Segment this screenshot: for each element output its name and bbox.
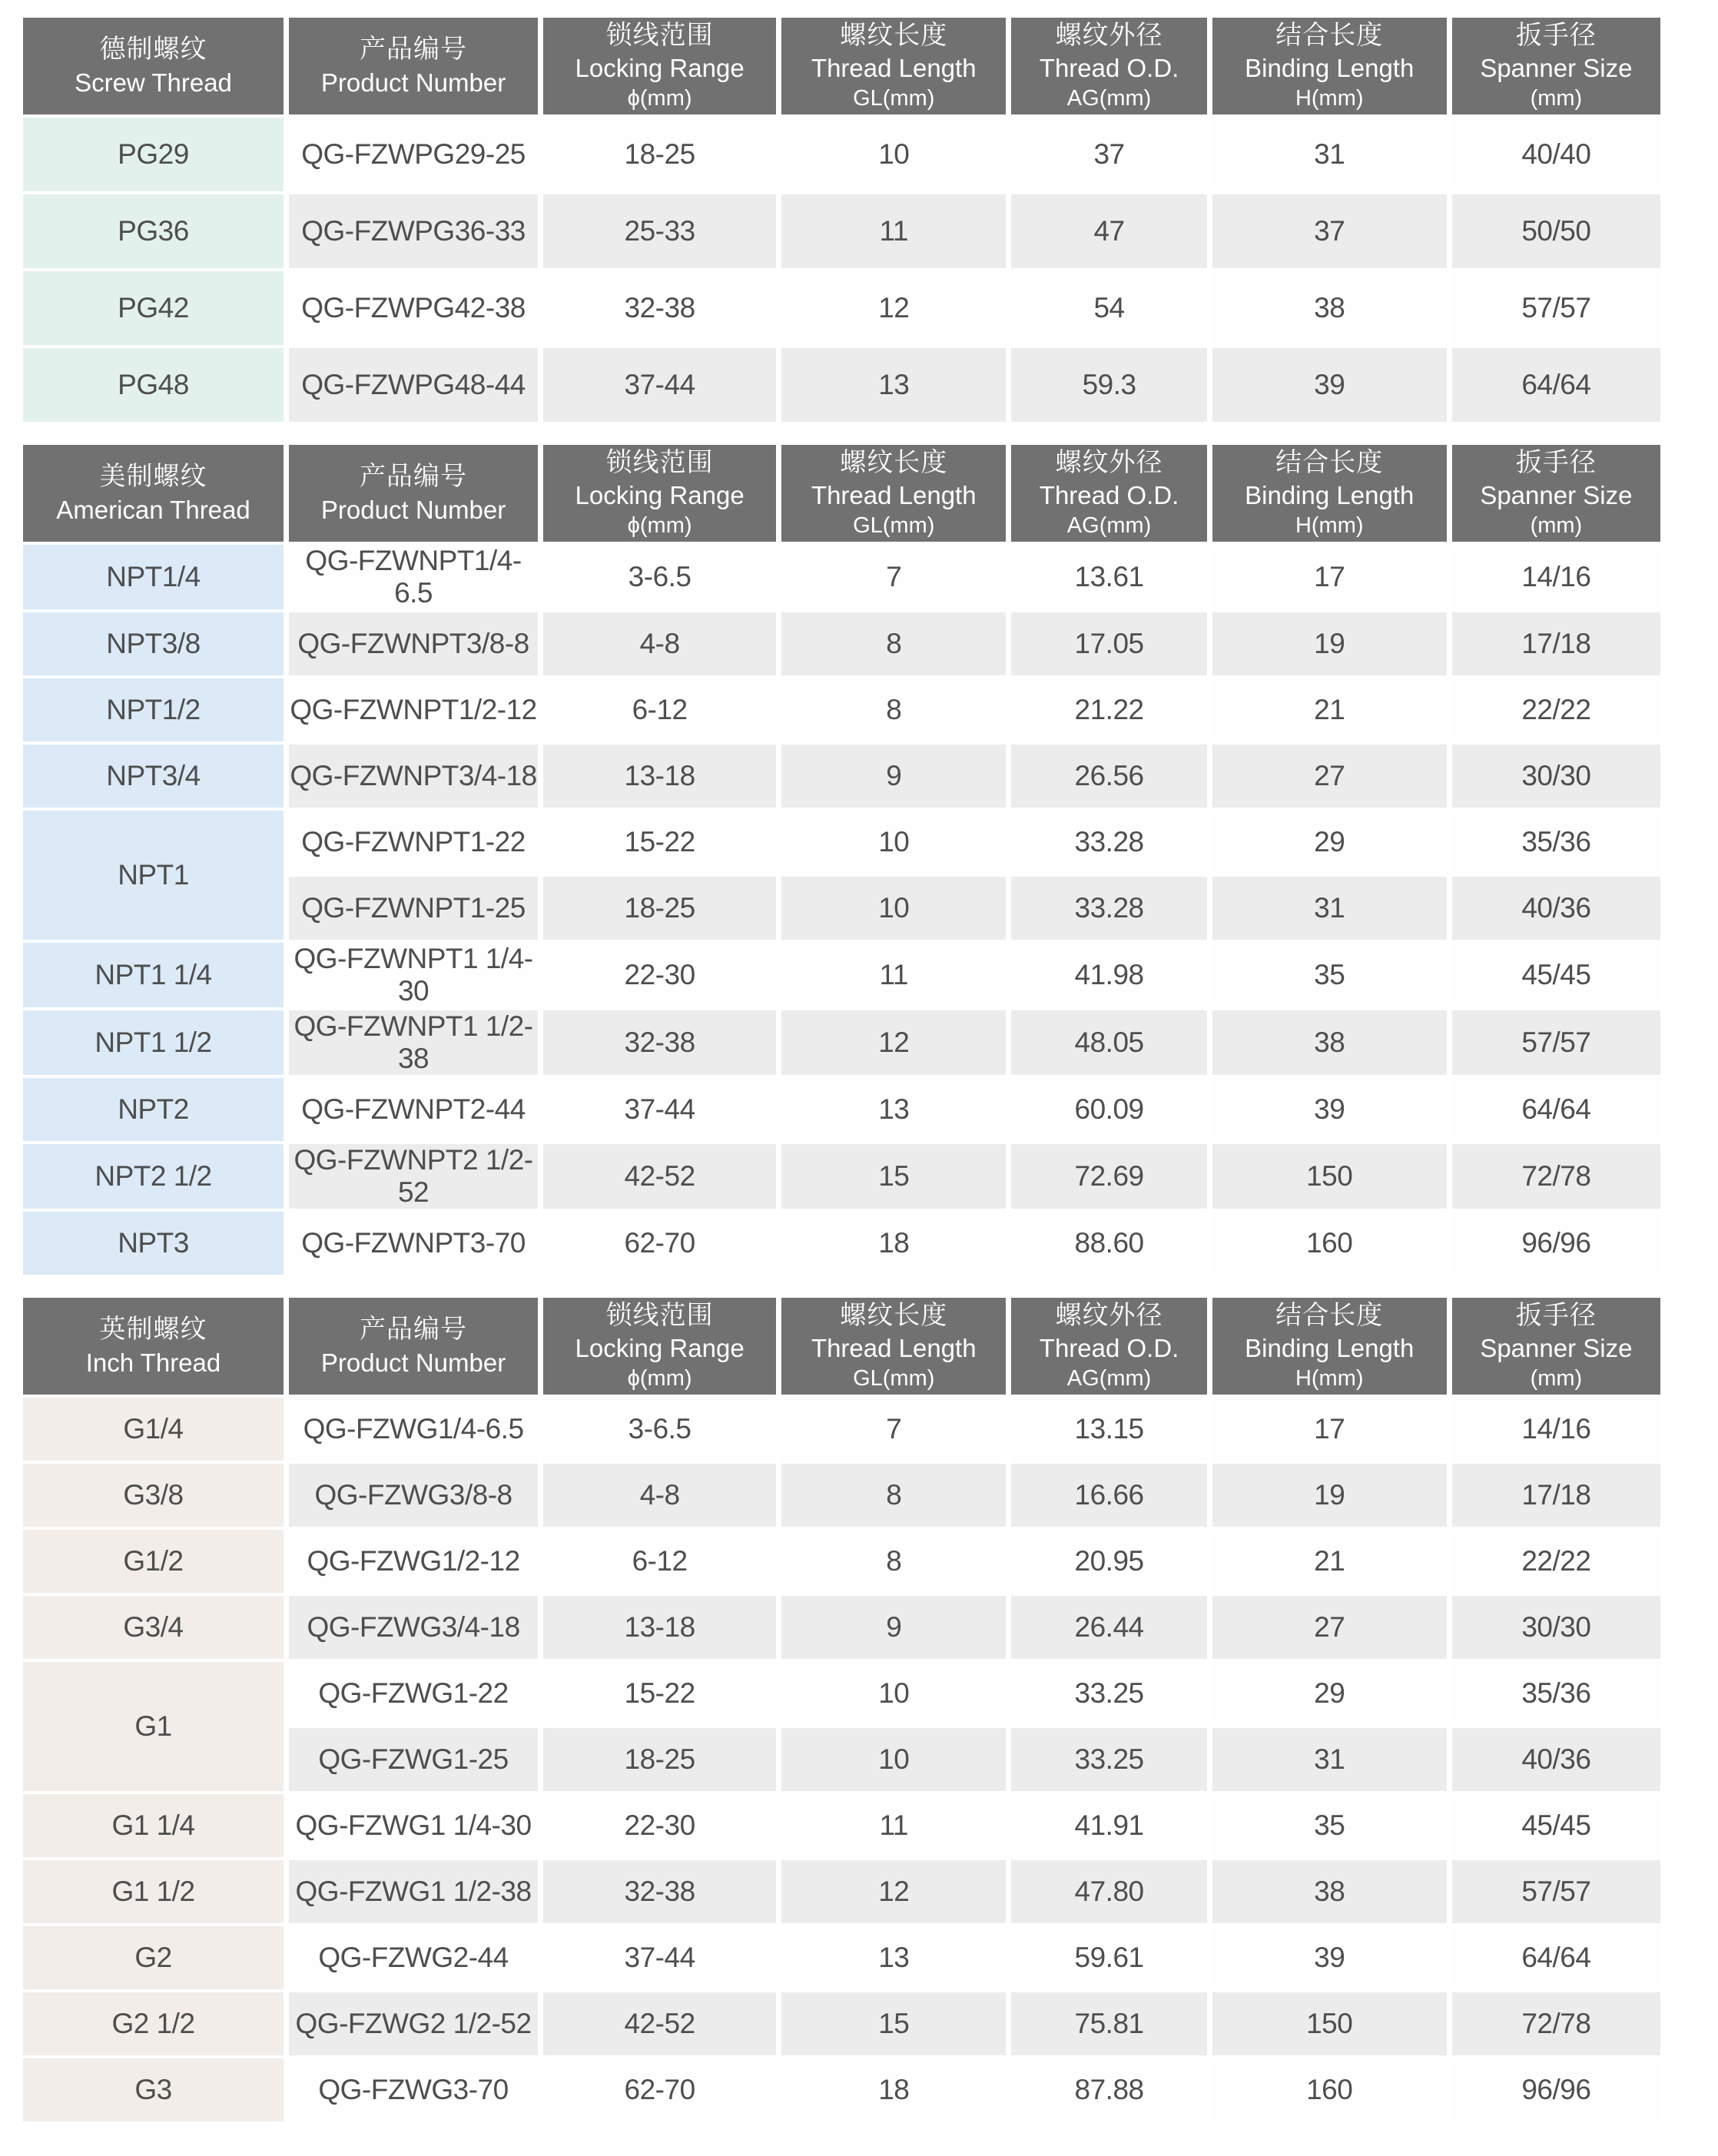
product-number-cell: QG-FZWG3-70 [289, 2058, 538, 2121]
thread-size-cell: NPT2 1/2 [23, 1144, 284, 1209]
header-zh: 扳手径 [1515, 447, 1597, 477]
locking-range-cell: 15-22 [543, 811, 776, 874]
table-row [23, 1794, 1660, 1857]
thread-size-cell: G1/4 [23, 1398, 284, 1461]
spanner-size-cell: 64/64 [1452, 348, 1660, 422]
thread-length-cell: 15 [781, 1992, 1006, 2055]
header-zh: 产品编号 [360, 462, 468, 492]
binding-length-cell: 39 [1212, 1926, 1447, 1989]
spanner-size-cell: 30/30 [1452, 745, 1660, 808]
header-unit: AG(mm) [1066, 513, 1152, 539]
header-en: Spanner Size [1480, 54, 1633, 83]
locking-range-cell: 13-18 [543, 745, 776, 808]
header-en: Thread O.D. [1039, 54, 1179, 83]
header-unit: (mm) [1530, 1366, 1583, 1391]
binding-length-cell: 21 [1212, 1530, 1447, 1593]
thread-od-cell: 75.81 [1011, 1992, 1206, 2055]
binding-length-cell: 17 [1212, 545, 1447, 609]
column-header-spanner-size [1452, 1298, 1660, 1395]
table-row [23, 1464, 1660, 1527]
column-header-spanner-size [1452, 18, 1660, 114]
binding-length-cell: 31 [1212, 877, 1447, 940]
product-number-cell: QG-FZWNPT1 1/2-38 [289, 1010, 538, 1075]
thread-length-cell: 18 [781, 1212, 1006, 1275]
header-zh: 结合长度 [1275, 1300, 1384, 1330]
column-header-binding-length [1212, 445, 1447, 542]
thread-size-cell: NPT1/4 [23, 545, 284, 609]
thread-od-cell: 87.88 [1011, 2058, 1206, 2121]
table-row [23, 1398, 1660, 1461]
binding-length-cell: 29 [1212, 811, 1447, 874]
header-en: Locking Range [575, 54, 745, 83]
column-header-thread-length [781, 445, 1006, 542]
header-unit: (mm) [1530, 513, 1583, 539]
column-header-locking-range [543, 18, 776, 114]
thread-size-cell-merged: G1 [23, 1662, 284, 1791]
thread-size-cell: G2 [23, 1926, 284, 1989]
thread-od-cell: 60.09 [1011, 1078, 1206, 1141]
inch-thread-table [18, 1295, 1666, 2124]
header-unit: ϕ(mm) [627, 86, 692, 111]
header-zh: 产品编号 [360, 35, 468, 65]
column-header-thread-od [1011, 445, 1206, 542]
column-header-product-number [289, 445, 538, 542]
locking-range-cell: 42-52 [543, 1144, 776, 1209]
header-unit: ϕ(mm) [627, 1366, 692, 1391]
thread-od-cell: 21.22 [1011, 678, 1206, 741]
header-zh: 锁线范围 [605, 1300, 714, 1330]
binding-length-cell: 31 [1212, 118, 1447, 191]
header-en: Locking Range [575, 481, 745, 510]
thread-length-cell: 18 [781, 2058, 1006, 2121]
header-unit: H(mm) [1295, 86, 1364, 111]
binding-length-cell: 19 [1212, 612, 1447, 675]
spanner-size-cell: 45/45 [1452, 1794, 1660, 1857]
spanner-size-cell: 50/50 [1452, 194, 1660, 268]
locking-range-cell: 18-25 [543, 1728, 776, 1791]
spanner-size-cell: 14/16 [1452, 1398, 1660, 1461]
spanner-size-cell: 22/22 [1452, 1530, 1660, 1593]
binding-length-cell: 160 [1212, 2058, 1447, 2121]
column-header-spanner-size [1452, 445, 1660, 542]
thread-size-cell: G3/8 [23, 1464, 284, 1527]
thread-od-cell: 17.05 [1011, 612, 1206, 675]
product-number-cell: QG-FZWG1/4-6.5 [289, 1398, 538, 1461]
column-header-thread-od [1011, 18, 1206, 114]
thread-size-cell: PG48 [23, 348, 284, 422]
header-zh: 螺纹长度 [840, 20, 948, 50]
german-thread-table [18, 15, 1666, 425]
spanner-size-cell: 64/64 [1452, 1926, 1660, 1989]
locking-range-cell: 3-6.5 [543, 1398, 776, 1461]
thread-length-cell: 13 [781, 348, 1006, 422]
thread-length-cell: 8 [781, 678, 1006, 741]
thread-od-cell: 88.60 [1011, 1212, 1206, 1275]
product-number-cell: QG-FZWNPT3/4-18 [289, 745, 538, 808]
table-row [23, 612, 1660, 675]
thread-od-cell: 59.3 [1011, 348, 1206, 422]
header-zh: 结合长度 [1275, 447, 1384, 477]
locking-range-cell: 4-8 [543, 612, 776, 675]
header-zh: 产品编号 [360, 1315, 468, 1345]
locking-range-cell: 3-6.5 [543, 545, 776, 609]
column-header-thread-length [781, 18, 1006, 114]
german-thread-section [23, 15, 1660, 425]
thread-size-cell: NPT3/8 [23, 612, 284, 675]
table-row [23, 1212, 1660, 1275]
spanner-size-cell: 22/22 [1452, 678, 1660, 741]
product-number-cell: QG-FZWPG48-44 [289, 348, 538, 422]
column-header-locking-range [543, 1298, 776, 1395]
spanner-size-cell: 35/36 [1452, 1662, 1660, 1725]
thread-od-cell: 20.95 [1011, 1530, 1206, 1593]
thread-length-cell: 11 [781, 943, 1006, 1007]
header-zh: 德制螺纹 [99, 35, 207, 65]
thread-od-cell: 59.61 [1011, 1926, 1206, 1989]
thread-size-cell: NPT3/4 [23, 745, 284, 808]
header-en: Thread O.D. [1039, 481, 1179, 510]
header-unit: H(mm) [1295, 513, 1364, 539]
header-zh: 螺纹长度 [840, 1300, 948, 1330]
binding-length-cell: 35 [1212, 1794, 1447, 1857]
thread-od-cell: 54 [1011, 271, 1206, 345]
spanner-size-cell: 57/57 [1452, 1860, 1660, 1923]
thread-od-cell: 13.15 [1011, 1398, 1206, 1461]
column-header-binding-length [1212, 18, 1447, 114]
product-number-cell: QG-FZWG1 1/4-30 [289, 1794, 538, 1857]
locking-range-cell: 13-18 [543, 1596, 776, 1659]
spanner-size-cell: 57/57 [1452, 1010, 1660, 1075]
thread-od-cell: 13.61 [1011, 545, 1206, 609]
header-unit: H(mm) [1295, 1366, 1364, 1391]
locking-range-cell: 18-25 [543, 877, 776, 940]
binding-length-cell: 35 [1212, 943, 1447, 1007]
locking-range-cell: 37-44 [543, 1926, 776, 1989]
binding-length-cell: 17 [1212, 1398, 1447, 1461]
header-zh: 扳手径 [1515, 20, 1597, 50]
binding-length-cell: 21 [1212, 678, 1447, 741]
product-number-cell: QG-FZWG2-44 [289, 1926, 538, 1989]
thread-od-cell: 26.44 [1011, 1596, 1206, 1659]
thread-od-cell: 47.80 [1011, 1860, 1206, 1923]
binding-length-cell: 37 [1212, 194, 1447, 268]
header-unit: GL(mm) [853, 86, 935, 111]
product-number-cell: QG-FZWG3/4-18 [289, 1596, 538, 1659]
table-row [23, 1992, 1660, 2055]
binding-length-cell: 39 [1212, 1078, 1447, 1141]
header-en: Binding Length [1245, 481, 1415, 510]
thread-size-cell: NPT1 1/2 [23, 1010, 284, 1075]
table-row [23, 348, 1660, 422]
header-en: Binding Length [1245, 54, 1415, 83]
thread-length-cell: 13 [781, 1078, 1006, 1141]
thread-length-cell: 10 [781, 118, 1006, 191]
thread-size-cell: NPT1/2 [23, 678, 284, 741]
header-en: Product Number [320, 495, 506, 524]
spanner-size-cell: 72/78 [1452, 1144, 1660, 1209]
header-zh: 结合长度 [1275, 20, 1384, 50]
locking-range-cell: 62-70 [543, 1212, 776, 1275]
product-number-cell: QG-FZWNPT1-25 [289, 877, 538, 940]
table-row [23, 194, 1660, 268]
table-row [23, 271, 1660, 345]
thread-length-cell: 9 [781, 1596, 1006, 1659]
column-header-thread-type [23, 18, 284, 114]
thread-length-cell: 10 [781, 1728, 1006, 1791]
locking-range-cell: 15-22 [543, 1662, 776, 1725]
header-zh: 锁线范围 [605, 20, 714, 50]
header-zh: 锁线范围 [605, 447, 714, 477]
thread-size-cell-merged: NPT1 [23, 811, 284, 940]
header-en: Spanner Size [1480, 481, 1633, 510]
spanner-size-cell: 35/36 [1452, 811, 1660, 874]
thread-od-cell: 33.25 [1011, 1728, 1206, 1791]
thread-size-cell: G3 [23, 2058, 284, 2121]
column-header-thread-type [23, 445, 284, 542]
binding-length-cell: 27 [1212, 745, 1447, 808]
header-en: Thread Length [811, 1334, 977, 1363]
spanner-size-cell: 40/36 [1452, 877, 1660, 940]
thread-length-cell: 10 [781, 1662, 1006, 1725]
spanner-size-cell: 40/40 [1452, 118, 1660, 191]
header-zh: 螺纹外径 [1055, 20, 1163, 50]
header-en: Binding Length [1245, 1334, 1415, 1363]
spanner-size-cell: 72/78 [1452, 1992, 1660, 2055]
thread-size-cell: G1/2 [23, 1530, 284, 1593]
locking-range-cell: 32-38 [543, 1860, 776, 1923]
locking-range-cell: 25-33 [543, 194, 776, 268]
thread-length-cell: 8 [781, 612, 1006, 675]
thread-length-cell: 8 [781, 1464, 1006, 1527]
locking-range-cell: 4-8 [543, 1464, 776, 1527]
product-number-cell: QG-FZWG2 1/2-52 [289, 1992, 538, 2055]
product-number-cell: QG-FZWNPT3/8-8 [289, 612, 538, 675]
header-row [23, 18, 1660, 114]
header-en: Thread O.D. [1039, 1334, 1179, 1363]
header-unit: ϕ(mm) [627, 513, 692, 539]
binding-length-cell: 19 [1212, 1464, 1447, 1527]
thread-od-cell: 41.91 [1011, 1794, 1206, 1857]
locking-range-cell: 22-30 [543, 943, 776, 1007]
header-en: American Thread [56, 495, 250, 524]
spanner-size-cell: 30/30 [1452, 1596, 1660, 1659]
thread-length-cell: 15 [781, 1144, 1006, 1209]
column-header-thread-length [781, 1298, 1006, 1395]
product-number-cell: QG-FZWG3/8-8 [289, 1464, 538, 1527]
header-en: Product Number [320, 1348, 506, 1377]
product-number-cell: QG-FZWG1-22 [289, 1662, 538, 1725]
product-number-cell: QG-FZWPG42-38 [289, 271, 538, 345]
thread-size-cell: G2 1/2 [23, 1992, 284, 2055]
column-header-binding-length [1212, 1298, 1447, 1395]
header-unit: (mm) [1530, 86, 1583, 111]
header-zh: 螺纹外径 [1055, 1300, 1163, 1330]
product-number-cell: QG-FZWNPT1 1/4-30 [289, 943, 538, 1007]
thread-length-cell: 11 [781, 194, 1006, 268]
thread-od-cell: 41.98 [1011, 943, 1206, 1007]
spanner-size-cell: 17/18 [1452, 1464, 1660, 1527]
table-row [23, 1860, 1660, 1923]
header-en: Spanner Size [1480, 1334, 1633, 1363]
binding-length-cell: 150 [1212, 1144, 1447, 1209]
table-row [23, 943, 1660, 1007]
table-row [23, 745, 1660, 808]
thread-length-cell: 12 [781, 1010, 1006, 1075]
spanner-size-cell: 96/96 [1452, 1212, 1660, 1275]
thread-size-cell: PG36 [23, 194, 284, 268]
header-en: Inch Thread [85, 1348, 221, 1377]
header-unit: AG(mm) [1066, 1366, 1152, 1391]
spanner-size-cell: 57/57 [1452, 271, 1660, 345]
header-zh: 美制螺纹 [99, 462, 207, 492]
binding-length-cell: 38 [1212, 1010, 1447, 1075]
thread-od-cell: 33.28 [1011, 811, 1206, 874]
inch-thread-section [23, 1295, 1660, 2124]
binding-length-cell: 39 [1212, 348, 1447, 422]
table-row [23, 1926, 1660, 1989]
product-number-cell: QG-FZWNPT2-44 [289, 1078, 538, 1141]
header-en: Locking Range [575, 1334, 745, 1363]
thread-size-cell: G3/4 [23, 1596, 284, 1659]
binding-length-cell: 31 [1212, 1728, 1447, 1791]
product-number-cell: QG-FZWPG36-33 [289, 194, 538, 268]
spanner-size-cell: 45/45 [1452, 943, 1660, 1007]
table-row [23, 2058, 1660, 2121]
locking-range-cell: 18-25 [543, 118, 776, 191]
locking-range-cell: 22-30 [543, 1794, 776, 1857]
product-number-cell: QG-FZWNPT3-70 [289, 1212, 538, 1275]
header-zh: 螺纹外径 [1055, 447, 1163, 477]
thread-size-cell: G1 1/2 [23, 1860, 284, 1923]
thread-size-cell: NPT1 1/4 [23, 943, 284, 1007]
thread-od-cell: 33.28 [1011, 877, 1206, 940]
header-row [23, 1298, 1660, 1395]
spanner-size-cell: 96/96 [1452, 2058, 1660, 2121]
thread-length-cell: 10 [781, 811, 1006, 874]
thread-size-cell: PG42 [23, 271, 284, 345]
header-row [23, 445, 1660, 542]
header-zh: 英制螺纹 [99, 1315, 207, 1345]
product-number-cell: QG-FZWPG29-25 [289, 118, 538, 191]
thread-length-cell: 12 [781, 1860, 1006, 1923]
table-row [23, 678, 1660, 741]
locking-range-cell: 6-12 [543, 1530, 776, 1593]
product-number-cell: QG-FZWNPT1/2-12 [289, 678, 538, 741]
thread-length-cell: 13 [781, 1926, 1006, 1989]
product-number-cell: QG-FZWG1 1/2-38 [289, 1860, 538, 1923]
table-row [23, 118, 1660, 191]
thread-length-cell: 8 [781, 1530, 1006, 1593]
header-unit: GL(mm) [853, 513, 935, 539]
column-header-locking-range [543, 445, 776, 542]
thread-od-cell: 72.69 [1011, 1144, 1206, 1209]
product-number-cell: QG-FZWNPT2 1/2-52 [289, 1144, 538, 1209]
product-number-cell: QG-FZWNPT1/4-6.5 [289, 545, 538, 609]
product-number-cell: QG-FZWG1/2-12 [289, 1530, 538, 1593]
american-thread-section [23, 442, 1660, 1278]
thread-size-cell: PG29 [23, 118, 284, 191]
table-row [23, 1596, 1660, 1659]
table-row [23, 1010, 1660, 1075]
table-row [23, 1530, 1660, 1593]
column-header-product-number [289, 18, 538, 114]
table-row [23, 811, 1660, 874]
locking-range-cell: 37-44 [543, 348, 776, 422]
thread-length-cell: 10 [781, 877, 1006, 940]
column-header-thread-type [23, 1298, 284, 1395]
header-zh: 螺纹长度 [840, 447, 948, 477]
header-en: Thread Length [811, 54, 977, 83]
table-row [23, 1144, 1660, 1209]
thread-length-cell: 12 [781, 271, 1006, 345]
american-thread-table [18, 442, 1666, 1278]
thread-od-cell: 33.25 [1011, 1662, 1206, 1725]
header-en: Thread Length [811, 481, 977, 510]
product-number-cell: QG-FZWNPT1-22 [289, 811, 538, 874]
thread-od-cell: 47 [1011, 194, 1206, 268]
header-en: Screw Thread [75, 68, 232, 97]
thread-size-cell: NPT3 [23, 1212, 284, 1275]
locking-range-cell: 62-70 [543, 2058, 776, 2121]
binding-length-cell: 160 [1212, 1212, 1447, 1275]
spanner-size-cell: 14/16 [1452, 545, 1660, 609]
locking-range-cell: 6-12 [543, 678, 776, 741]
locking-range-cell: 42-52 [543, 1992, 776, 2055]
binding-length-cell: 38 [1212, 271, 1447, 345]
header-zh: 扳手径 [1515, 1300, 1597, 1330]
thread-length-cell: 11 [781, 1794, 1006, 1857]
locking-range-cell: 32-38 [543, 271, 776, 345]
thread-size-cell: G1 1/4 [23, 1794, 284, 1857]
thread-length-cell: 9 [781, 745, 1006, 808]
column-header-thread-od [1011, 1298, 1206, 1395]
header-en: Product Number [320, 68, 506, 97]
thread-od-cell: 37 [1011, 118, 1206, 191]
thread-od-cell: 16.66 [1011, 1464, 1206, 1527]
thread-length-cell: 7 [781, 545, 1006, 609]
locking-range-cell: 32-38 [543, 1010, 776, 1075]
table-row [23, 1078, 1660, 1141]
thread-od-cell: 26.56 [1011, 745, 1206, 808]
table-row [23, 1662, 1660, 1725]
binding-length-cell: 27 [1212, 1596, 1447, 1659]
header-unit: GL(mm) [853, 1366, 935, 1391]
header-unit: AG(mm) [1066, 86, 1152, 111]
column-header-product-number [289, 1298, 538, 1395]
thread-length-cell: 7 [781, 1398, 1006, 1461]
spanner-size-cell: 64/64 [1452, 1078, 1660, 1141]
spanner-size-cell: 17/18 [1452, 612, 1660, 675]
locking-range-cell: 37-44 [543, 1078, 776, 1141]
thread-size-cell: NPT2 [23, 1078, 284, 1141]
binding-length-cell: 38 [1212, 1860, 1447, 1923]
thread-od-cell: 48.05 [1011, 1010, 1206, 1075]
binding-length-cell: 150 [1212, 1992, 1447, 2055]
table-row [23, 545, 1660, 609]
product-number-cell: QG-FZWG1-25 [289, 1728, 538, 1791]
binding-length-cell: 29 [1212, 1662, 1447, 1725]
spanner-size-cell: 40/36 [1452, 1728, 1660, 1791]
